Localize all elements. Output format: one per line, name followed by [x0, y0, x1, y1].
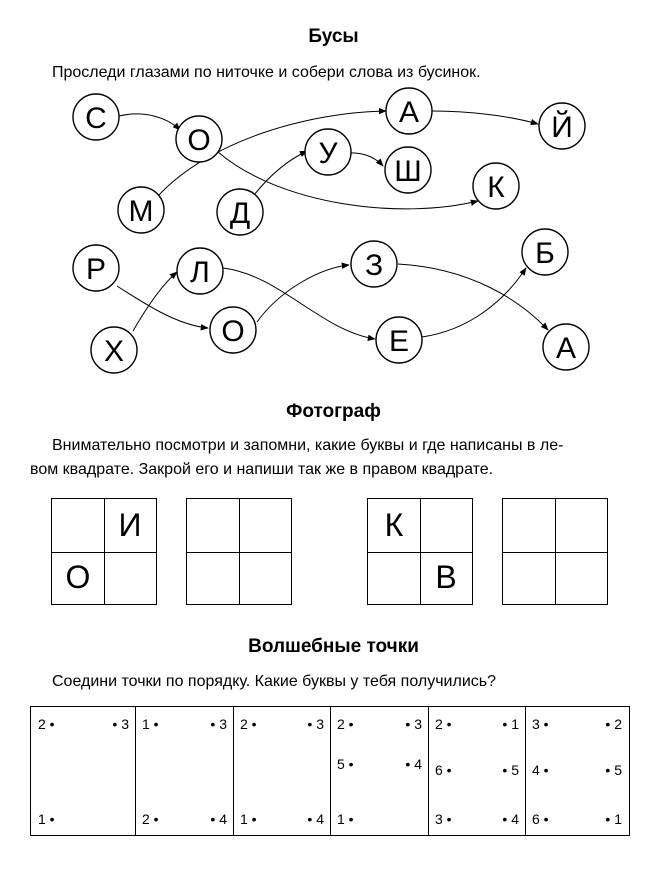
dot-bl: 1 •	[38, 811, 55, 827]
dots-cell-2[interactable]	[135, 707, 233, 835]
bead-a2	[543, 324, 589, 370]
bead-r	[73, 245, 119, 291]
dot-tr: • 3	[112, 716, 129, 732]
bead-k	[473, 163, 519, 209]
dot-mr: • 5	[502, 762, 519, 778]
svg-text:Д: Д	[229, 197, 251, 230]
dot-tl: 2 •	[435, 716, 452, 732]
dot-ml: 4 •	[532, 762, 549, 778]
grid1-cell-tr: И	[118, 506, 142, 543]
bead-u	[305, 129, 351, 175]
dot-tl: 1 •	[142, 716, 159, 732]
dots-cell-1[interactable]	[31, 707, 135, 835]
thread-s-o	[119, 114, 180, 130]
grid3-cell-br: В	[435, 559, 457, 596]
thread-d-u	[254, 151, 307, 195]
dot-bl: 2 •	[142, 811, 159, 827]
dot-ml: 6 •	[435, 762, 452, 778]
dot-tl: 3 •	[532, 716, 549, 732]
dot-tl: 2 •	[337, 716, 354, 732]
beads-instruction: Проследи глазами по ниточке и собери слова из бусинок.	[52, 64, 481, 81]
dots-instruction: Соедини точки по порядку. Какие буквы у тебя получились?	[52, 673, 496, 690]
thread-o-z	[257, 265, 349, 322]
bead-m	[118, 187, 164, 233]
grid4-cell-bl[interactable]	[503, 552, 555, 605]
svg-text:Р: Р	[85, 253, 107, 286]
photo-grid-1	[51, 498, 157, 605]
grid4-cell-tr[interactable]	[555, 499, 607, 552]
svg-text:Й: Й	[551, 111, 573, 144]
thread-z-a	[398, 264, 548, 330]
grid1-cell-bl: О	[65, 559, 91, 596]
bead-y	[539, 103, 585, 149]
grid2-cell-tr[interactable]	[239, 499, 291, 552]
svg-text:З: З	[364, 249, 384, 282]
svg-text:У: У	[318, 137, 338, 170]
dots-cell-5[interactable]	[428, 707, 525, 835]
dots-cell-3[interactable]	[233, 707, 330, 835]
thread-e-b	[422, 268, 526, 337]
dot-br: • 4	[502, 811, 519, 827]
svg-text:О: О	[221, 315, 245, 348]
dot-br: • 4	[307, 811, 324, 827]
dots-cell-4[interactable]	[330, 707, 428, 835]
grid1-cell-br	[104, 552, 156, 605]
bead-b	[522, 229, 568, 275]
dot-mr: • 5	[605, 762, 622, 778]
beads-title: Бусы	[308, 26, 359, 47]
svg-text:Х: Х	[103, 335, 125, 368]
svg-text:А: А	[555, 332, 577, 365]
grid3-cell-tr	[420, 499, 472, 552]
grid2-cell-tl[interactable]	[187, 499, 239, 552]
dot-br: • 1	[605, 811, 622, 827]
svg-text:Е: Е	[388, 325, 410, 358]
bead-z	[351, 241, 397, 287]
thread-h-l	[133, 272, 177, 331]
grid4-cell-tl[interactable]	[503, 499, 555, 552]
dots-cell-6[interactable]	[525, 707, 628, 835]
dot-ml: 5 •	[337, 756, 354, 772]
dot-tl: 2 •	[240, 716, 257, 732]
beads-diagram	[0, 0, 667, 400]
dot-tr: • 3	[307, 716, 324, 732]
bead-a1	[386, 88, 432, 134]
dot-tr: • 3	[210, 716, 227, 732]
dots-table	[30, 706, 630, 836]
photo-instruction-line1: Внимательно посмотри и запомни, какие буквы и где написаны в ле-	[52, 437, 564, 454]
bead-d	[217, 189, 263, 235]
photo-instruction-line2: вом квадрате. Закрой его и напиши так же в правом квадрате.	[30, 461, 494, 478]
dot-bl: 1 •	[337, 811, 354, 827]
bead-o1	[176, 116, 222, 162]
dot-bl: 6 •	[532, 811, 549, 827]
grid2-cell-bl[interactable]	[187, 552, 239, 605]
dot-tr: • 2	[605, 716, 622, 732]
grid1-cell-tl	[52, 499, 104, 552]
svg-text:М: М	[128, 195, 154, 228]
grid4-cell-br[interactable]	[555, 552, 607, 605]
dot-tl: 2 •	[38, 716, 55, 732]
dot-tr: • 3	[405, 716, 422, 732]
grid3-cell-bl	[368, 552, 420, 605]
grid2-cell-br[interactable]	[239, 552, 291, 605]
dot-br: • 4	[210, 811, 227, 827]
bead-e	[376, 317, 422, 363]
bead-s	[73, 94, 119, 140]
bead-o2	[210, 307, 256, 353]
dot-bl: 3 •	[435, 811, 452, 827]
photo-title: Фотограф	[286, 401, 381, 422]
grid3-cell-tl: К	[384, 506, 404, 543]
photo-grid-4[interactable]	[502, 498, 608, 605]
photo-grid-3	[367, 498, 473, 605]
bead-sh	[385, 147, 431, 193]
svg-text:О: О	[187, 124, 211, 157]
svg-text:Ш: Ш	[394, 155, 422, 188]
svg-text:Б: Б	[535, 237, 555, 270]
dot-tr: • 1	[502, 716, 519, 732]
svg-text:Л: Л	[190, 256, 210, 289]
svg-text:К: К	[487, 171, 505, 204]
svg-text:А: А	[398, 96, 420, 129]
photo-grid-2[interactable]	[186, 498, 292, 605]
dots-title: Волшебные точки	[248, 636, 419, 657]
bead-l	[177, 248, 223, 294]
dot-bl: 1 •	[240, 811, 257, 827]
thread-a-y	[432, 111, 538, 124]
svg-text:С: С	[85, 102, 107, 135]
bead-h	[91, 327, 137, 373]
dot-mr: • 4	[405, 756, 422, 772]
